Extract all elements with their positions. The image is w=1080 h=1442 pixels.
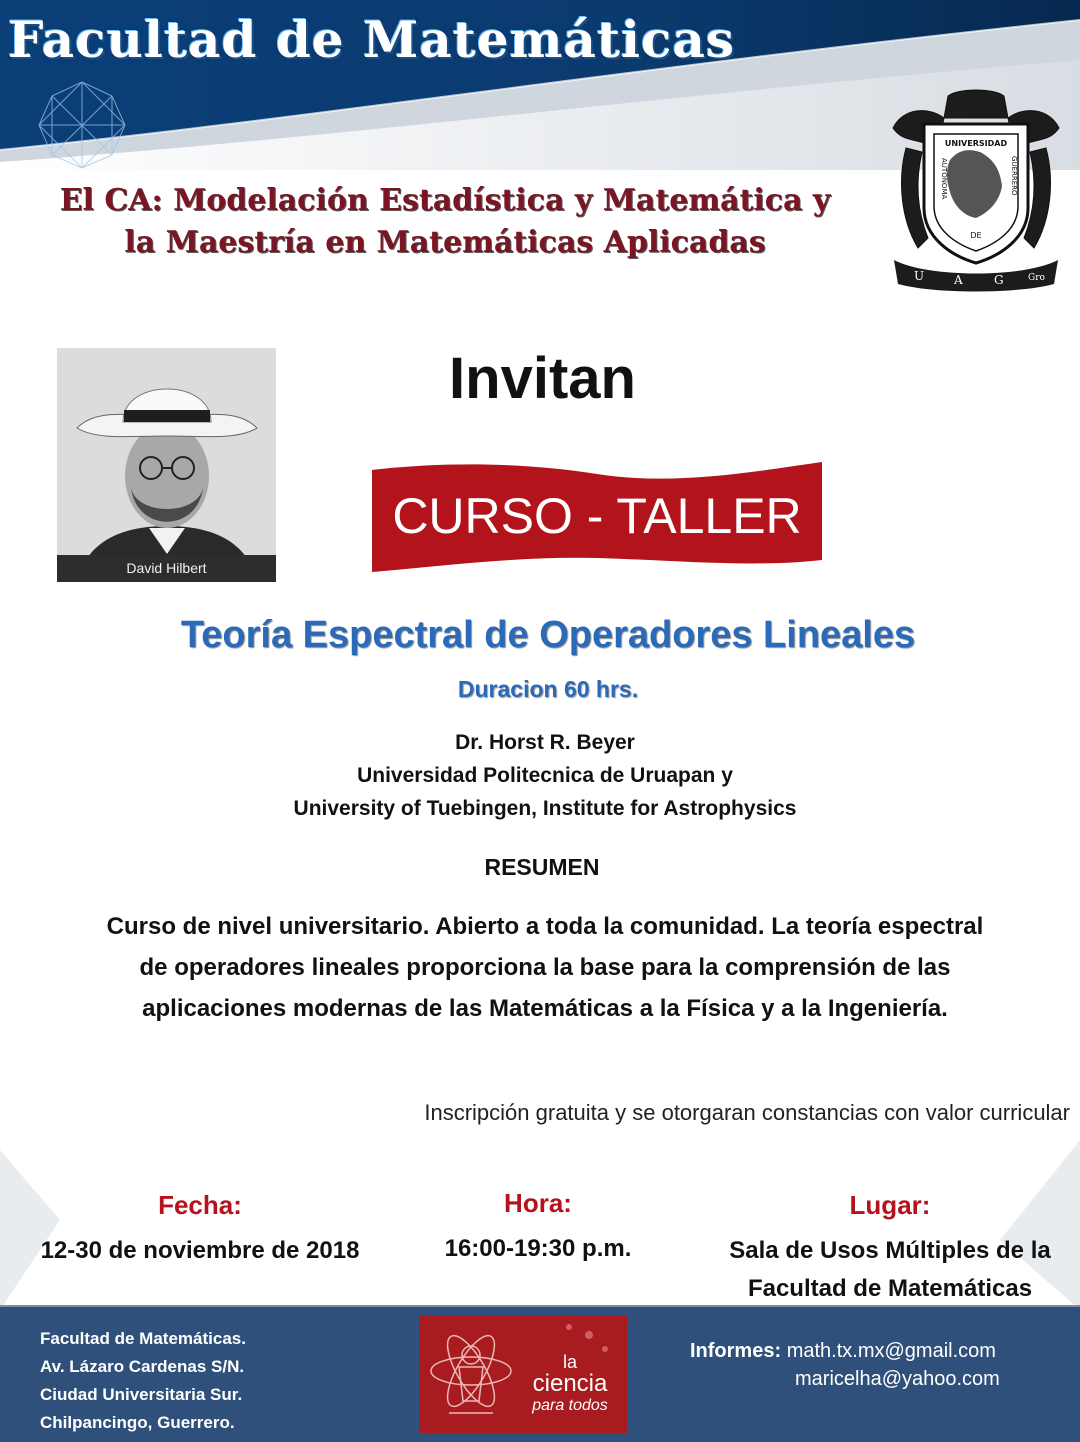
lugar-value bbox=[690, 1232, 1080, 1308]
lugar-label: Lugar: bbox=[849, 1190, 931, 1220]
speaker-name: Dr. Horst R. Beyer bbox=[455, 731, 635, 754]
resumen-line-3: aplicaciones modernas de las Matemáticas a la Física y a la Ingeniería. bbox=[142, 995, 948, 1022]
logo-text-line-1: la bbox=[562, 1352, 577, 1372]
svg-text:Gro: Gro bbox=[1028, 273, 1045, 283]
address-line-2: Av. Lázaro Cardenas S/N. bbox=[40, 1357, 245, 1376]
photo-caption: David Hilbert bbox=[57, 555, 276, 582]
svg-text:UNIVERSIDAD: UNIVERSIDAD bbox=[944, 139, 1008, 148]
logo-text-line-3: para todos bbox=[532, 1397, 608, 1414]
course-title: Teoría Espectral de Operadores Lineales bbox=[180, 614, 916, 656]
logo-text bbox=[515, 1351, 625, 1417]
resumen-heading: RESUMEN bbox=[484, 854, 600, 880]
logo-text-line-2: ciencia bbox=[532, 1370, 608, 1397]
speaker-affiliation-2: University of Tuebingen, Institute for Astrophysics bbox=[293, 797, 797, 820]
address-line-4: Chilpancingo, Guerrero. bbox=[40, 1413, 235, 1432]
course-type-label: CURSO - TALLER bbox=[392, 488, 802, 544]
fecha-value: 12-30 de noviembre de 2018 bbox=[40, 1237, 360, 1264]
ca-title bbox=[30, 180, 860, 264]
decorative-corner-left bbox=[0, 1150, 60, 1310]
invitan-heading: Invitan bbox=[449, 346, 636, 411]
svg-text:AUTÓNOMA: AUTÓNOMA bbox=[940, 158, 948, 200]
speaker-affiliation-1: Universidad Politecnica de Uruapan y bbox=[357, 764, 733, 787]
contact-info bbox=[690, 1337, 1000, 1393]
address-line-3: Ciudad Universitaria Sur. bbox=[40, 1385, 243, 1404]
contact-label: Informes: bbox=[690, 1340, 782, 1362]
contact-email-2[interactable]: maricelha@yahoo.com bbox=[795, 1368, 1000, 1390]
svg-text:GUERRERO: GUERRERO bbox=[1010, 156, 1018, 196]
resumen-line-1: Curso de nivel universitario. Abierto a toda la comunidad. La teoría espectral bbox=[106, 913, 984, 940]
hora-value: 16:00-19:30 p.m. bbox=[444, 1235, 632, 1262]
faculty-title: Facultad de Matemáticas bbox=[8, 10, 736, 69]
footer bbox=[0, 1305, 1080, 1442]
portrait-image bbox=[57, 348, 276, 582]
svg-text:U: U bbox=[914, 269, 925, 283]
svg-text:A: A bbox=[954, 273, 963, 287]
university-seal-icon bbox=[888, 88, 1064, 294]
hilbert-photo bbox=[57, 348, 276, 582]
lugar-value-line-2: Facultad de Matemáticas bbox=[747, 1275, 1033, 1302]
course-duration: Duracion 60 hrs. bbox=[457, 676, 639, 702]
registration-note: Inscripción gratuita y se otorgaran constancias con valor curricular bbox=[424, 1100, 1070, 1125]
resumen-body bbox=[20, 906, 1070, 1029]
fecha-label: Fecha: bbox=[158, 1190, 242, 1220]
speaker-block bbox=[0, 726, 1080, 825]
svg-text:DE: DE bbox=[970, 231, 982, 240]
address-line-1: Facultad de Matemáticas. bbox=[40, 1329, 246, 1348]
contact-email-1[interactable]: math.tx.mx@gmail.com bbox=[786, 1340, 996, 1362]
ca-title-line-1: El CA: Modelación Estadística y Matemática y bbox=[59, 183, 831, 218]
svg-text:G: G bbox=[994, 273, 1004, 287]
ciencia-para-todos-logo bbox=[419, 1315, 627, 1433]
ca-title-line-2: la Maestría en Matemáticas Aplicadas bbox=[124, 225, 766, 260]
resumen-line-2: de operadores lineales proporciona la base para la comprensión de las bbox=[139, 954, 951, 981]
hora-label: Hora: bbox=[504, 1188, 572, 1218]
lugar-value-line-1: Sala de Usos Múltiples de la bbox=[729, 1237, 1051, 1264]
footer-address bbox=[40, 1325, 246, 1437]
